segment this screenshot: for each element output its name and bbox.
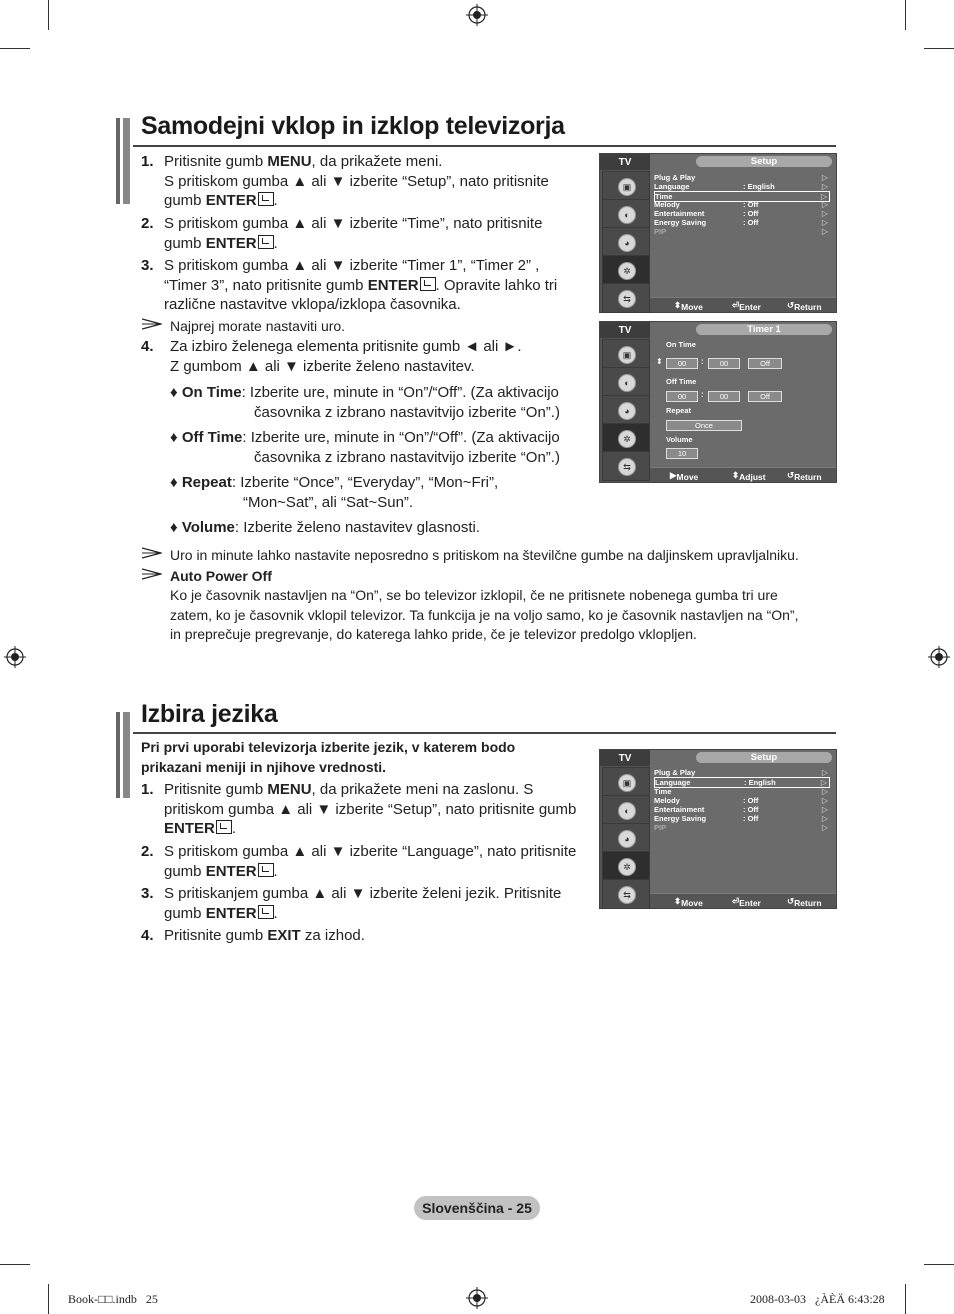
off-time-label: Off Time xyxy=(666,377,697,386)
enter-icon xyxy=(258,192,274,206)
text-line: gumb ENTER . xyxy=(164,234,278,252)
enter-icon xyxy=(420,277,436,291)
menu-footer: ⬍ Move ⏎ Enter ↺ Return xyxy=(650,297,836,312)
section-title: Izbira jezika xyxy=(141,700,278,728)
step-1-text xyxy=(164,780,594,839)
registration-mark-icon xyxy=(466,1287,488,1309)
volume-label: Volume xyxy=(666,435,693,444)
text-line: pritiskom gumba ▲ ali ▼ izberite “Setup”, nato pritisnite gumb xyxy=(164,800,577,818)
channel-menu-icon[interactable]: ◕ xyxy=(602,823,650,853)
input-menu-icon[interactable]: ⇆ xyxy=(602,451,650,481)
tv-label: TV xyxy=(600,322,650,338)
menu-footer: ▶ Move ⬍ Adjust ↺ Return xyxy=(650,467,836,482)
crop-mark xyxy=(905,1284,906,1314)
text-line: gumb ENTER . xyxy=(164,904,278,922)
crop-mark xyxy=(0,1264,30,1265)
bullet-repeat: ♦ Repeat: Izberite “Once”, “Everyday”, “Mon~Fri”, “Mon~Sat”, ali “Sat~Sun”. xyxy=(170,474,499,511)
text-line: Pritisnite gumb EXIT za izhod. xyxy=(164,927,365,944)
step-number: 4. xyxy=(141,338,154,355)
note-body: Ko je časovnik nastavljen na “On”, se bo televizor izklopil, če ne pritisnete nobenega gumba tri ure zatem, ko je časovnik vklopil televizor. Ta funkcija je na voljo samo, ko je časovnik nastavljen na “On”, in preprečuje pregrevanje, do katerega lahko pride, če je televizor predolgo vklopljen. xyxy=(170,587,799,642)
menu-footer: ⬍ Move ⏎ Enter ↺ Return xyxy=(650,893,836,908)
enter-icon xyxy=(258,235,274,249)
repeat-label: Repeat xyxy=(666,406,692,415)
print-info-right: 2008-03-03 ¿ÀÈÄ 6:43:28 xyxy=(750,1292,885,1306)
step-number: 1. xyxy=(141,781,154,798)
note-arrow-icon xyxy=(142,547,162,559)
menu-row[interactable]: Entertainment : Off ▷ xyxy=(654,805,828,814)
setup-menu-icon[interactable]: ✲ xyxy=(602,255,650,285)
text-line: gumb ENTER . xyxy=(164,192,278,209)
on-time-label: On Time xyxy=(666,340,696,349)
page-number-badge: Slovenščina - 25 xyxy=(414,1196,540,1220)
text-line: S pritiskom gumba ▲ ali ▼ izberite “Setup”, nato pritisnite xyxy=(164,172,549,190)
picture-menu-icon[interactable]: ▣ xyxy=(602,767,650,797)
crop-mark xyxy=(924,1264,954,1265)
print-info-left: Book-□□.indb 25 xyxy=(68,1292,158,1306)
step-number: 1. xyxy=(141,153,154,170)
title-bar xyxy=(116,712,120,798)
text-line: S pritiskom gumba ▲ ali ▼ izberite “Language”, nato pritisnite xyxy=(164,843,577,860)
off-state-field[interactable]: Off xyxy=(748,391,782,402)
enter-icon xyxy=(216,820,232,834)
menu-row[interactable]: Melody : Off ▷ xyxy=(654,200,828,209)
tv-setup-menu xyxy=(599,153,837,313)
crop-mark xyxy=(924,48,954,49)
crop-mark xyxy=(48,0,49,30)
menu-row[interactable]: Energy Saving : Off ▷ xyxy=(654,218,828,227)
off-hour-field[interactable]: 00 xyxy=(666,391,698,402)
text-line: različne nastavitve vklopa/izklopa časovnika. xyxy=(164,296,461,313)
step-number: 4. xyxy=(141,927,154,944)
crop-mark xyxy=(0,48,30,49)
updown-icon: ⬍ xyxy=(656,357,663,366)
text-line: S pritiskanjem gumba ▲ ali ▼ izberite želeni jezik. Pritisnite xyxy=(164,885,562,902)
menu-title: Timer 1 xyxy=(696,324,832,335)
menu-row[interactable]: Plug & Play ▷ xyxy=(654,768,828,777)
text-line: Pritisnite gumb MENU, da prikažete meni. xyxy=(164,153,443,170)
step-number: 3. xyxy=(141,885,154,902)
picture-menu-icon[interactable]: ▣ xyxy=(602,339,650,369)
step-2-text xyxy=(164,842,594,881)
setup-menu-icon[interactable]: ✲ xyxy=(602,423,650,453)
sound-menu-icon[interactable]: ◐ xyxy=(602,367,650,397)
bullet-on-time: ♦ On Time: Izberite ure, minute in “On”/“Off”. (Za aktivacijo časovnika z izbrano nastavitvijo izberite “On”.) xyxy=(170,384,560,421)
volume-field[interactable]: 10 xyxy=(666,448,698,459)
on-state-field[interactable]: Off xyxy=(748,358,782,369)
text-line: ENTER . xyxy=(164,820,237,837)
menu-row[interactable]: Entertainment : Off ▷ xyxy=(654,209,828,218)
text-line: “Timer 3”, nato pritisnite gumb ENTER . Opravite lahko tri xyxy=(164,276,558,294)
text-line: Pritisnite gumb MENU, da prikažete meni na zaslonu. S xyxy=(164,781,534,798)
input-menu-icon[interactable]: ⇆ xyxy=(602,879,650,909)
bullet-off-time: ♦ Off Time: Izberite ure, minute in “On”/“Off”. (Za aktivacijo časovnika z izbrano nastavitvijo izberite “On”.) xyxy=(170,429,560,466)
step-number: 3. xyxy=(141,257,154,274)
on-minute-field[interactable]: 00 xyxy=(708,358,740,369)
text-line: Za izbiro želenega elementa pritisnite gumb ◄ ali ►. xyxy=(170,338,522,355)
setup-menu-icon[interactable]: ✲ xyxy=(602,851,650,881)
title-bar xyxy=(123,712,130,798)
enter-icon xyxy=(258,905,274,919)
repeat-field[interactable]: Once xyxy=(666,420,742,431)
bullet-volume: ♦ Volume: Izberite želeno nastavitev glasnosti. xyxy=(170,519,481,536)
note-arrow-icon xyxy=(142,568,162,580)
step-3-text xyxy=(164,884,594,923)
menu-row[interactable]: Language : English ▷ xyxy=(654,182,828,191)
step-4-text xyxy=(164,926,594,946)
menu-row-selected[interactable]: Language : English ▷ xyxy=(654,777,830,788)
tv-label: TV xyxy=(600,750,650,766)
menu-row[interactable]: Melody : Off ▷ xyxy=(654,796,828,805)
section-title: Samodejni vklop in izklop televizorja xyxy=(141,112,565,140)
step-2-text xyxy=(164,214,584,253)
step-1-text xyxy=(164,152,584,211)
tv-setup-menu xyxy=(599,749,837,909)
channel-menu-icon[interactable]: ◕ xyxy=(602,227,650,257)
crop-mark xyxy=(905,0,906,30)
registration-mark-icon xyxy=(466,4,488,26)
text-line: S pritiskom gumba ▲ ali ▼ izberite “Time”, nato pritisnite xyxy=(164,215,543,232)
text-line: Z gumbom ▲ ali ▼ izberite želeno nastavitev. xyxy=(170,357,475,375)
text-line: S pritiskom gumba ▲ ali ▼ izberite “Timer 1”, “Timer 2” , xyxy=(164,257,540,274)
sound-menu-icon[interactable]: ◐ xyxy=(602,795,650,825)
menu-title: Setup xyxy=(696,752,832,763)
step-number: 2. xyxy=(141,215,154,232)
text-line: gumb ENTER . xyxy=(164,862,278,880)
note-arrow-icon xyxy=(142,318,162,330)
note-text: Najprej morate nastaviti uro. xyxy=(170,318,346,334)
registration-mark-icon xyxy=(928,646,950,668)
menu-row[interactable]: PIP ▷ xyxy=(654,823,828,832)
menu-title: Setup xyxy=(696,156,832,167)
tv-label: TV xyxy=(600,154,650,170)
registration-mark-icon xyxy=(4,646,26,668)
intro-text: Pri prvi uporabi televizorja izberite jezik, v katerem bodo prikazani meniji in njihove vrednosti. xyxy=(141,739,516,775)
note-title: Auto Power Off xyxy=(170,568,272,584)
enter-icon xyxy=(258,863,274,877)
title-bar xyxy=(123,118,130,204)
menu-row-selected[interactable]: Time ▷ xyxy=(654,191,830,202)
menu-row[interactable]: Plug & Play ▷ xyxy=(654,173,828,182)
input-menu-icon[interactable]: ⇆ xyxy=(602,283,650,313)
step-4-text xyxy=(170,337,590,376)
step-number: 2. xyxy=(141,843,154,860)
title-bar xyxy=(116,118,120,204)
tv-timer-menu: TV Timer 1 ▣ ◐ ◕ ✲ ⇆ On Time ⬍ 00 : 00 Off Off Time 00 : 00 Off Repeat Once Volume 10 ▶ Move ⬍ Adjust ↺ Return xyxy=(599,321,837,483)
menu-row[interactable]: PIP ▷ xyxy=(654,227,828,236)
title-rule xyxy=(133,145,836,147)
crop-mark xyxy=(48,1284,49,1314)
title-rule xyxy=(133,732,836,734)
note-text: Uro in minute lahko nastavite neposredno s pritiskom na številčne gumbe na daljinskem upravljalniku. xyxy=(170,547,799,563)
channel-menu-icon[interactable]: ◕ xyxy=(602,395,650,425)
on-hour-field[interactable]: 00 xyxy=(666,358,698,369)
picture-menu-icon[interactable]: ▣ xyxy=(602,171,650,201)
off-minute-field[interactable]: 00 xyxy=(708,391,740,402)
menu-row[interactable]: Time ▷ xyxy=(654,787,828,796)
sound-menu-icon[interactable]: ◐ xyxy=(602,199,650,229)
step-3-text xyxy=(164,256,594,315)
menu-row[interactable]: Energy Saving : Off ▷ xyxy=(654,814,828,823)
